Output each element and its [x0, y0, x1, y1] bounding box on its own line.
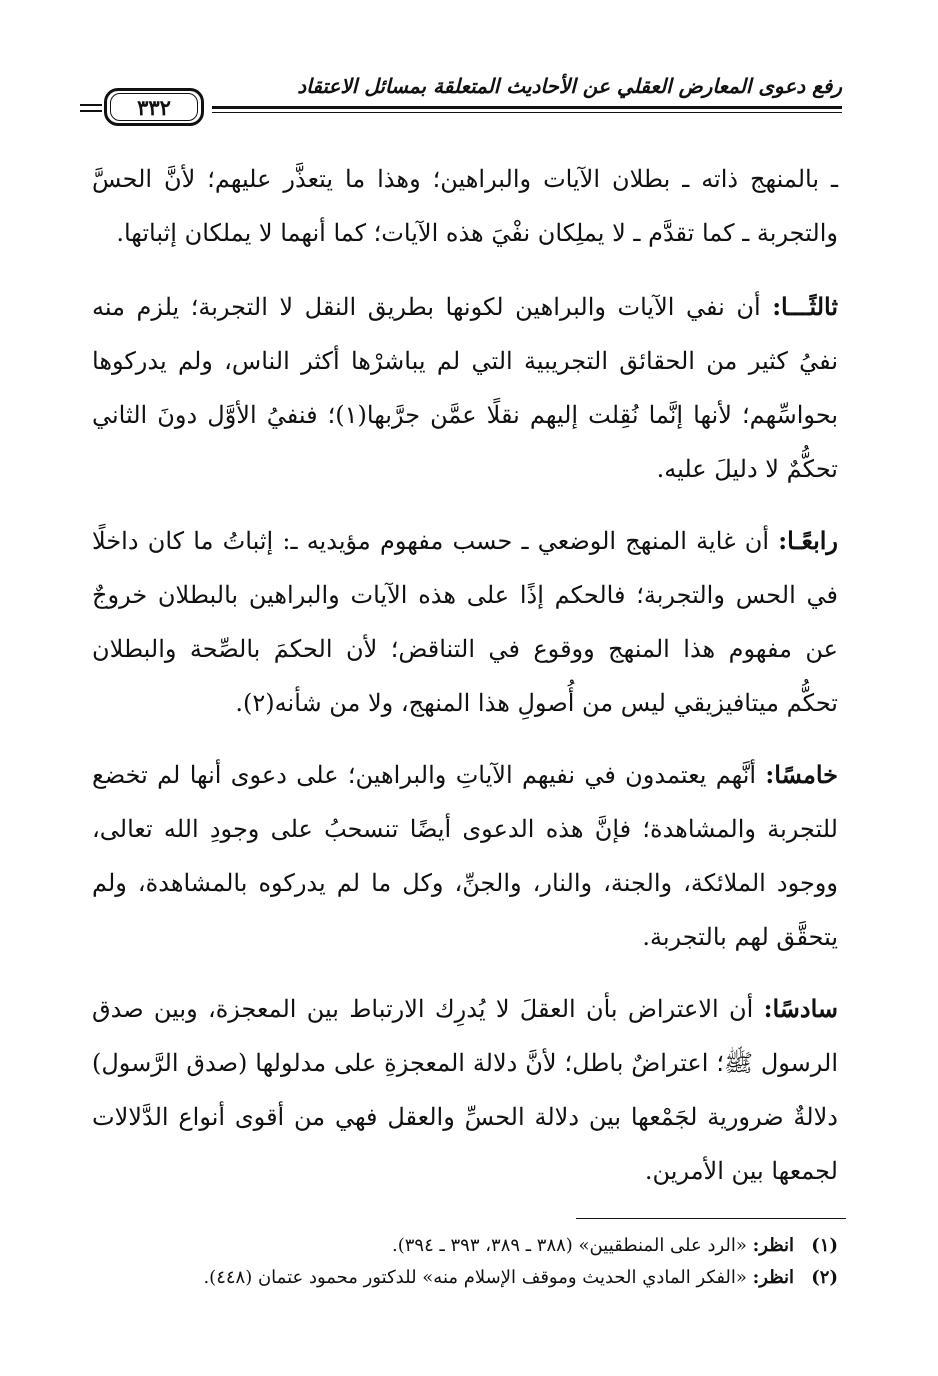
paragraph-3rd — [92, 280, 838, 496]
header-left-dash — [80, 104, 102, 106]
header-rule-thin — [212, 112, 842, 113]
footnote-text: «الرد على المنطقيين» (٣٨٨ ـ ٣٨٩، ٣٩٣ ـ ٣٩٤). — [392, 1235, 753, 1256]
footnote-label: انظر: — [752, 1267, 794, 1288]
paragraph-lead: سادسًا: — [763, 994, 838, 1023]
footnote-number: (٢) — [811, 1267, 838, 1288]
footnote-separator — [576, 1218, 846, 1219]
main-text — [92, 152, 838, 1216]
page-number: ٣٣٢ — [110, 93, 198, 121]
running-title: رفع دعوى المعارض العقلي عن الأحاديث المتعلقة بمسائل الاعتقاد — [297, 74, 842, 98]
footnote-2 — [98, 1262, 838, 1294]
paragraph-1 — [92, 152, 838, 260]
paragraph-lead: خامسًا: — [765, 760, 839, 789]
paragraph-lead: ثالثًـــا: — [772, 292, 838, 321]
paragraph-6th — [92, 982, 838, 1198]
footnote-number: (١) — [811, 1235, 838, 1256]
paragraph-text: أن نفي الآيات والبراهين لكونها بطريق النقل لا التجربة؛ يلزم منه نفيُ كثير من الحقائق التجريبية التي لم يباشرْها أكثر الناس، ولم يدركوها بحواسِّهم؛ لأنها إنَّما نُقِلت إليهم نقلًا عمَّن جرَّبها(١)؛ فنفيُ الأوَّل دونَ الثاني تحكُّمٌ لا دليلَ عليه. — [92, 293, 838, 483]
header-left-dash-lower — [80, 110, 102, 112]
page-header — [90, 70, 842, 130]
header-rule-thick — [212, 106, 842, 109]
paragraph-5th — [92, 748, 838, 964]
footnote-1 — [98, 1230, 838, 1262]
footnote-label: انظر: — [752, 1235, 794, 1256]
page-number-frame — [104, 88, 204, 126]
paragraph-lead: رابعًـا: — [778, 526, 838, 555]
paragraph-4th — [92, 514, 838, 730]
paragraph-text: أن الاعتراض بأن العقلَ لا يُدرِك الارتباط بين المعجزة، وبين صدق الرسول ﷺ؛ اعتراضٌ باطل؛ لأنَّ دلالة المعجزةِ على مدلولها (صدق الرَّسول) دلالةٌ ضرورية لجَمْعها بين دلالة الحسِّ والعقل فهي من أقوى أنواع الدَّلالات لجمعها بين الأمرين. — [92, 995, 838, 1185]
paragraph-text: أن غاية المنهج الوضعي ـ حسب مفهوم مؤيديه ـ: إثباتُ ما كان داخلًا في الحس والتجربة؛ فالحكم إذًا على هذه الآيات والبراهين بالبطلان خروجٌ عن مفهوم هذا المنهج ووقوع في التناقض؛ لأن الحكمَ بالصِّحة والبطلان تحكُّم ميتافيزيقي ليس من أُصولِ هذا المنهج، ولا من شأنه(٢). — [92, 527, 838, 717]
paragraph-text: أنَّهم يعتمدون في نفيهم الآياتِ والبراهين؛ على دعوى أنها لم تخضع للتجربة والمشاهدة؛ فإنَّ هذه الدعوى أيضًا تنسحبُ على وجودِ الله تعالى، ووجود الملائكة، والجنة، والنار، والجنِّ، وكل ما لم يدركوه بالمشاهدة، ولم يتحقَّق لهم بالتجربة. — [92, 761, 838, 951]
paragraph-text: ـ بالمنهج ذاته ـ بطلان الآيات والبراهين؛ وهذا ما يتعذَّر عليهم؛ لأنَّ الحسَّ والتجربة ـ كما تقدَّم ـ لا يملِكان نفْيَ هذه الآيات؛ كما أنهما لا يملكان إثباتها. — [92, 165, 838, 247]
footnotes — [98, 1230, 838, 1294]
footnote-text: «الفكر المادي الحديث وموقف الإسلام منه» للدكتور محمود عتمان (٤٤٨). — [203, 1267, 753, 1288]
